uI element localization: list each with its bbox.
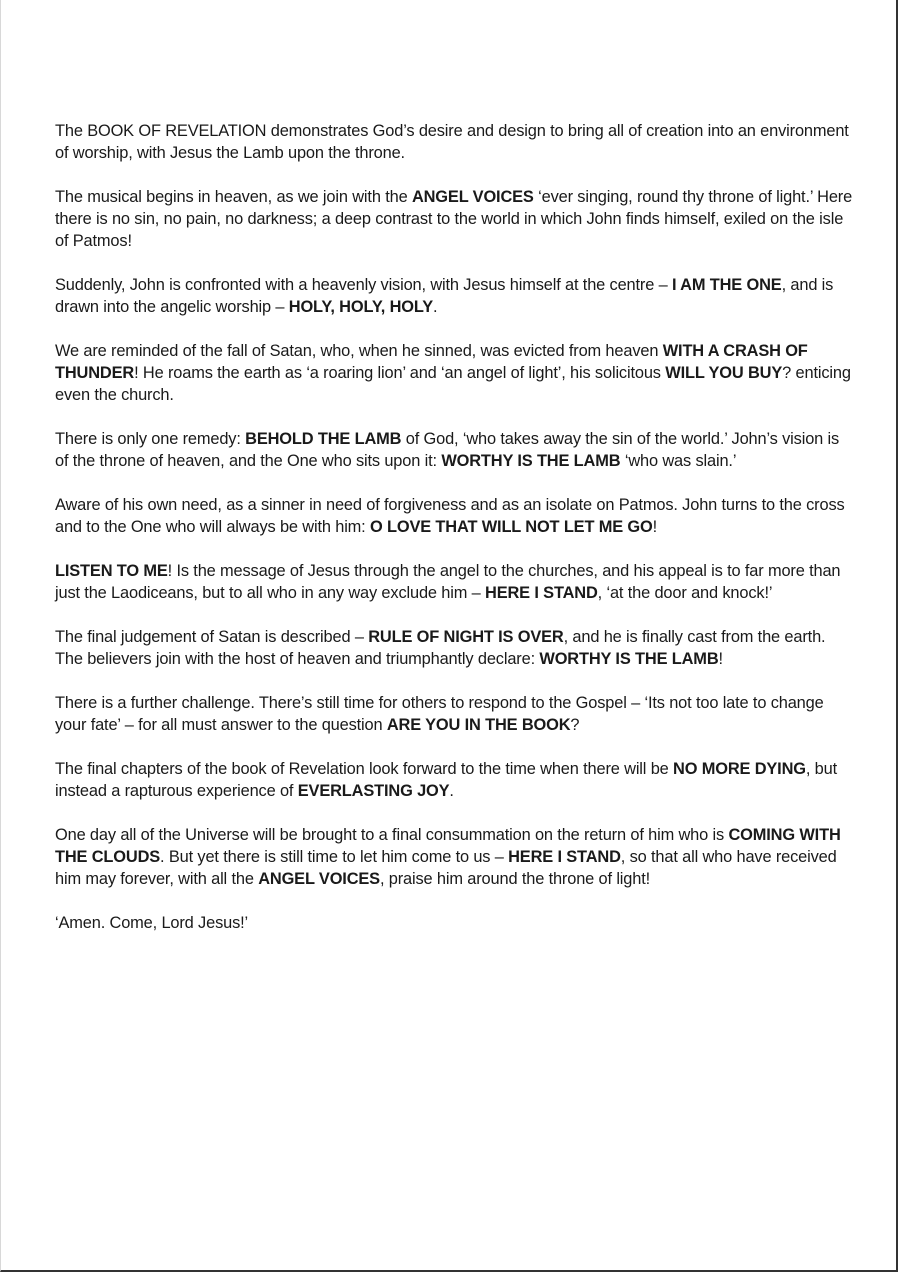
paragraph-text: ‘Amen. Come, Lord Jesus!’ [55, 914, 249, 932]
bold-song-title: HERE I STAND [508, 848, 621, 866]
paragraph [55, 626, 855, 670]
paragraph-text: of God, ‘who takes away the sin of the world.’ John’s vision is of the throne of heaven, and the One who sits upon it: [55, 430, 840, 470]
paragraph-text: ? enticing even the church. [55, 364, 851, 404]
paragraph [55, 340, 855, 406]
bold-song-title: I AM THE ONE [671, 276, 782, 294]
paragraph-text: , ‘at the door and knock!’ [597, 584, 773, 602]
bold-song-title: WORTHY IS THE LAMB [441, 452, 621, 470]
paragraph-text: ! [718, 650, 723, 668]
bold-song-title: BEHOLD THE LAMB [245, 430, 402, 448]
bold-song-title: WITH A CRASH OF THUNDER [55, 342, 808, 382]
bold-song-title: NO MORE DYING [673, 760, 806, 778]
paragraph-text: The final judgement of Satan is described – [55, 628, 369, 646]
bold-song-title: RULE OF NIGHT IS OVER [368, 628, 564, 646]
paragraph [55, 758, 855, 802]
paragraph [55, 692, 855, 736]
paragraph [55, 824, 855, 890]
bold-song-title: WILL YOU BUY [665, 364, 783, 382]
paragraph [55, 912, 855, 934]
bold-song-title: WORTHY IS THE LAMB [539, 650, 719, 668]
paragraph-text: , but instead a rapturous experience of [55, 760, 838, 800]
paragraph-text: Aware of his own need, as a sinner in need of forgiveness and as an isolate on Patmos. John turns to the cross and to the One who will always be with him: [55, 496, 845, 536]
paragraph-text: One day all of the Universe will be brought to a final consummation on the return of him who is [55, 826, 729, 844]
paragraph-text: ? [570, 716, 580, 734]
paragraph-text: ! He roams the earth as ‘a roaring lion’ and ‘an angel of light’, his solicitous [134, 364, 666, 382]
bold-song-title: ANGEL VOICES [411, 188, 534, 206]
paragraph [55, 186, 855, 252]
bold-song-title: HERE I STAND [485, 584, 598, 602]
paragraph-text: Suddenly, John is confronted with a heavenly vision, with Jesus himself at the centre – [55, 276, 672, 294]
paragraph [55, 120, 855, 164]
paragraph-text: The final chapters of the book of Revelation look forward to the time when there will be [55, 760, 674, 778]
paragraph [55, 494, 855, 538]
paragraph-text: There is only one remedy: [55, 430, 246, 448]
paragraph-text: The musical begins in heaven, as we join with the [55, 188, 412, 206]
paragraph-text: . [433, 298, 438, 316]
bold-song-title: ANGEL VOICES [258, 870, 380, 888]
paragraph-text: ‘who was slain.’ [620, 452, 737, 470]
paragraph-text: The BOOK OF REVELATION demonstrates God’s desire and design to bring all of creation into an environment of worship, with Jesus the Lamb upon the throne. [55, 122, 849, 162]
paragraph [55, 428, 855, 472]
paragraph-text: ! Is the message of Jesus through the angel to the churches, and his appeal is to far more than just the Laodiceans, but to all who in any way exclude him – [55, 562, 841, 602]
paragraph-text: ! [652, 518, 658, 536]
paragraph-text: . But yet there is still time to let him come to us – [160, 848, 509, 866]
paragraph-text: , and is drawn into the angelic worship – [55, 276, 834, 316]
paragraph [55, 274, 855, 318]
bold-song-title: O LOVE THAT WILL NOT LET ME GO [370, 518, 653, 536]
paragraph-text: We are reminded of the fall of Satan, who, when he sinned, was evicted from heaven [55, 342, 663, 360]
bold-song-title: LISTEN TO ME [55, 562, 168, 580]
bold-song-title: ARE YOU IN THE BOOK [386, 716, 571, 734]
bold-song-title: HOLY, HOLY, HOLY [288, 298, 434, 316]
bold-song-title: EVERLASTING JOY [297, 782, 450, 800]
bold-song-title: COMING WITH THE CLOUDS [55, 826, 841, 866]
paragraph [55, 560, 855, 604]
paragraph-text: There is a further challenge. There’s still time for others to respond to the Gospel – ‘Its not too late to change your fate’ – for all must answer to the question [55, 694, 824, 734]
paragraph-text: , so that all who have received him may forever, with all the [55, 848, 837, 888]
paragraph-text: . [449, 782, 454, 800]
paragraph-text: ‘ever singing, round thy throne of light.’ Here there is no sin, no pain, no darkness; a deep contrast to the world in which John finds himself, exiled on the isle of Patmos! [55, 188, 853, 250]
paragraph-text: , praise him around the throne of light! [379, 870, 651, 888]
document-body [55, 120, 855, 956]
paragraph-text: , and he is finally cast from the earth. The believers join with the host of heaven and triumphantly declare: [55, 628, 826, 668]
